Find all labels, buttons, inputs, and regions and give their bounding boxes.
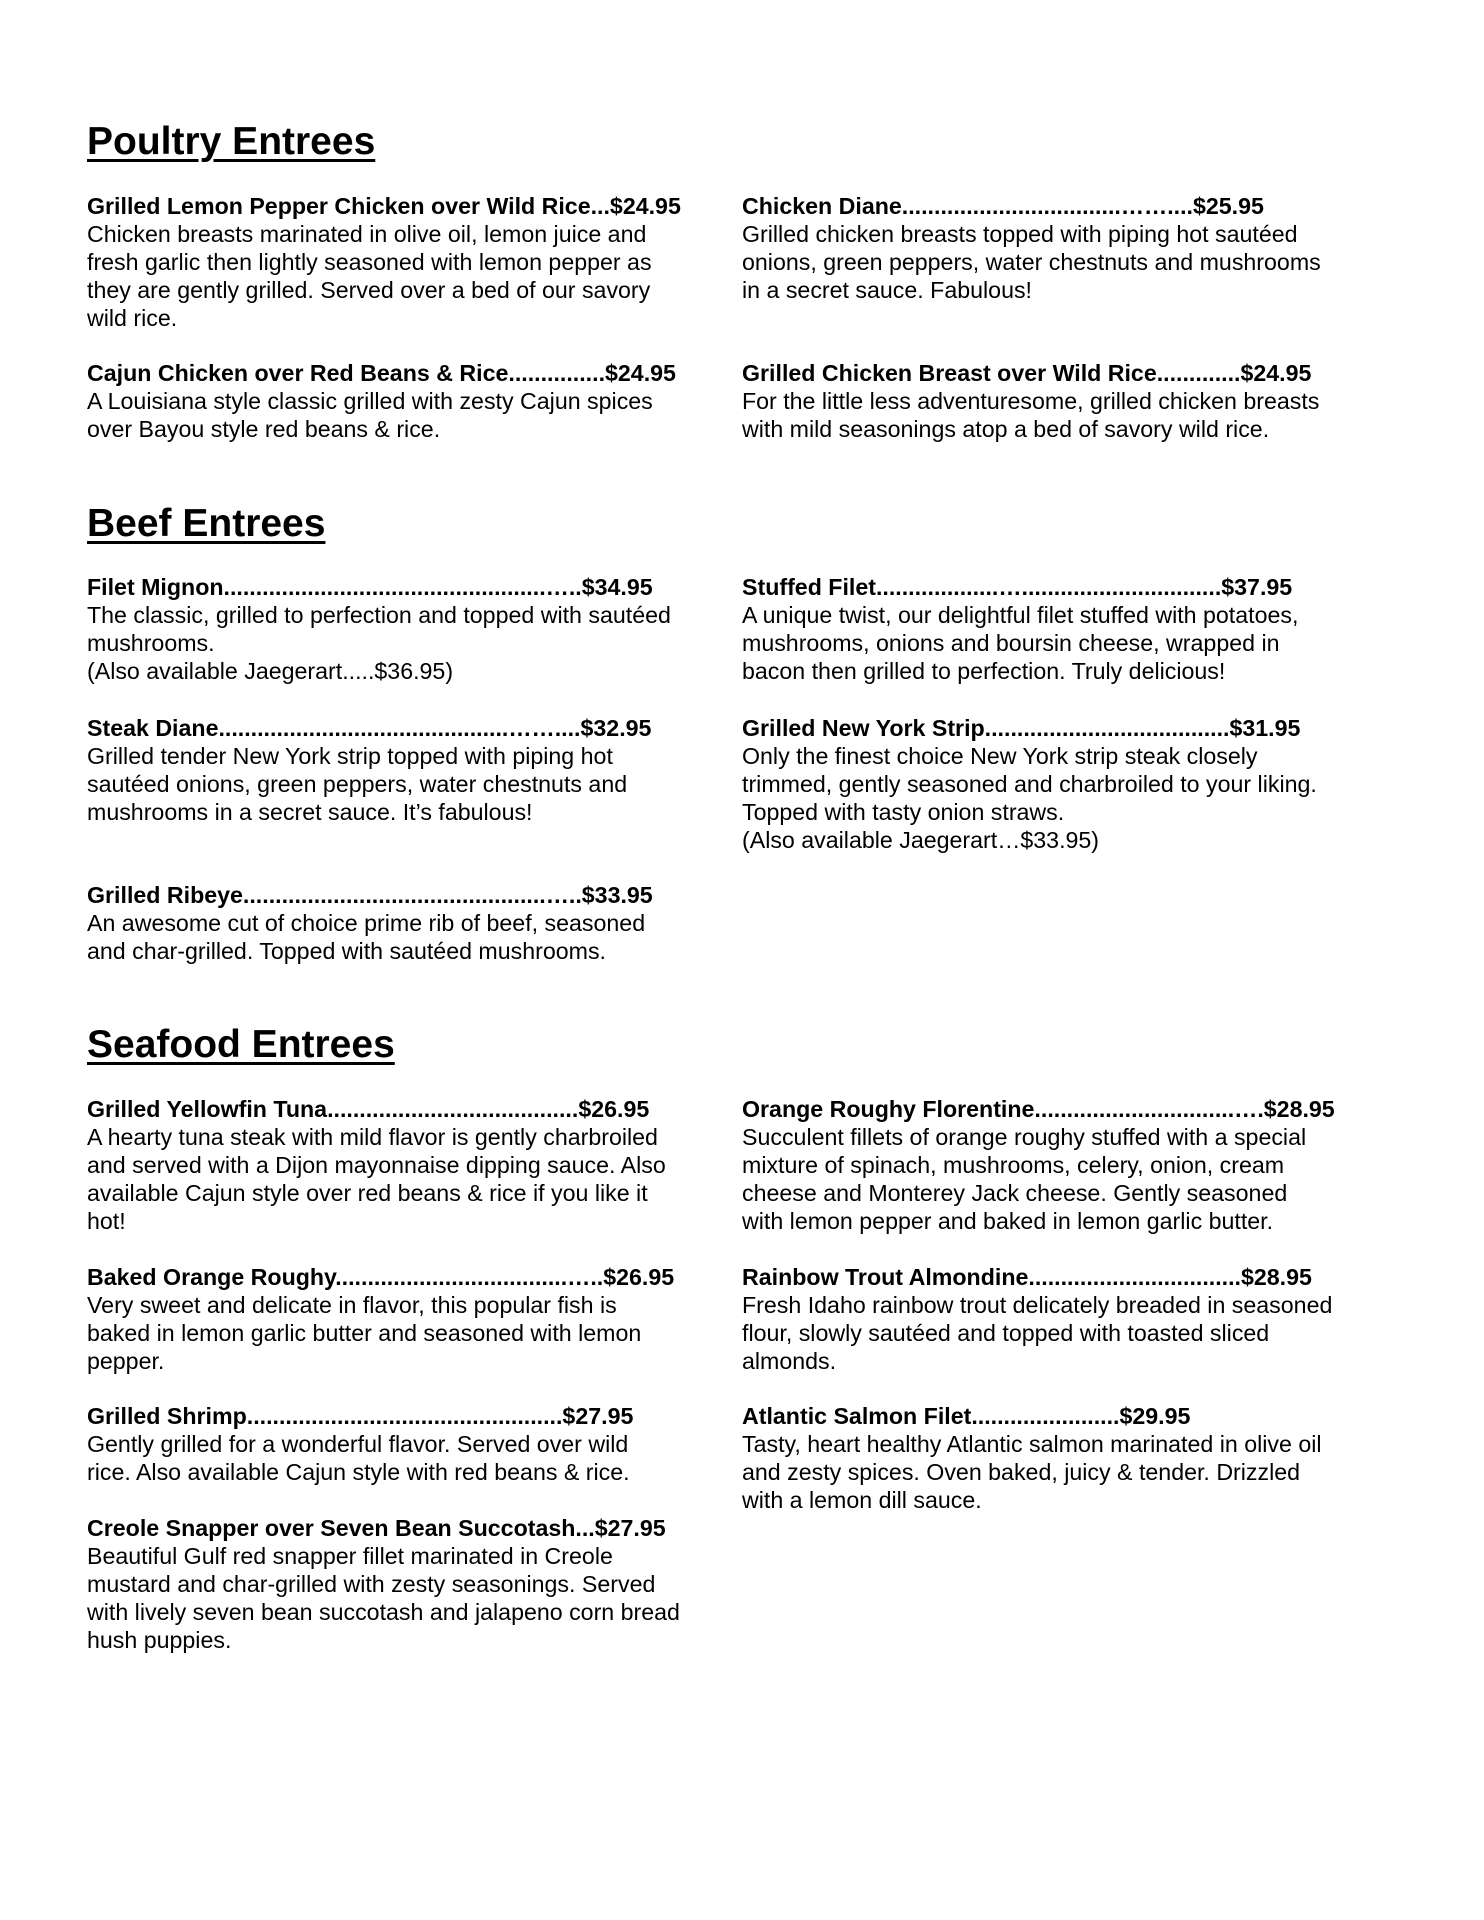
item-desc-line: Succulent fillets of orange roughy stuffed with a special	[742, 1124, 1307, 1150]
item-title: Creole Snapper over Seven Bean Succotash...$27.95	[87, 1515, 666, 1541]
item-desc-line: flour, slowly sautéed and topped with toasted sliced	[742, 1320, 1270, 1346]
item-desc-line: Gently grilled for a wonderful flavor. Served over wild	[87, 1431, 629, 1457]
item-desc-line: over Bayou style red beans & rice.	[87, 416, 441, 442]
menu-item	[87, 1095, 727, 1235]
item-title: Grilled Shrimp.................................................$27.95	[87, 1403, 634, 1429]
menu-item	[87, 1263, 727, 1375]
item-desc-line: trimmed, gently seasoned and charbroiled to your liking.	[742, 771, 1317, 797]
item-desc-line: (Also available Jaegerart…$33.95)	[742, 827, 1100, 853]
item-desc-line: (Also available Jaegerart.....$36.95)	[87, 658, 454, 684]
item-desc-line: mixture of spinach, mushrooms, celery, onion, cream	[742, 1152, 1285, 1178]
item-desc-line: almonds.	[742, 1348, 837, 1374]
item-title: Baked Orange Roughy....................................…..$26.95	[87, 1264, 675, 1290]
item-title: Grilled Ribeye...............................................…..$33.95	[87, 882, 653, 908]
item-desc-line: A hearty tuna steak with mild flavor is gently charbroiled	[87, 1124, 658, 1150]
item-desc-line: mustard and char-grilled with zesty seasonings. Served	[87, 1571, 656, 1597]
item-desc-line: mushrooms, onions and boursin cheese, wrapped in	[742, 630, 1280, 656]
menu-item	[87, 573, 727, 685]
item-title: Orange Roughy Florentine...............................….$28.95	[742, 1096, 1335, 1122]
menu-item	[87, 359, 727, 443]
item-desc-line: sautéed onions, green peppers, water chestnuts and	[87, 771, 628, 797]
item-title: Cajun Chicken over Red Beans & Rice...............$24.95	[87, 360, 676, 386]
beef-heading: Beef Entrees	[87, 502, 326, 545]
poultry-heading: Poultry Entrees	[87, 120, 376, 163]
item-title: Grilled Chicken Breast over Wild Rice.............$24.95	[742, 360, 1312, 386]
item-desc-line: bacon then grilled to perfection. Truly delicious!	[742, 658, 1226, 684]
item-desc-line: in a secret sauce. Fabulous!	[742, 277, 1033, 303]
item-desc-line: Beautiful Gulf red snapper fillet marinated in Creole	[87, 1543, 613, 1569]
menu-item	[742, 714, 1382, 854]
item-desc-line: hot!	[87, 1208, 126, 1234]
item-desc-line: Topped with tasty onion straws.	[742, 799, 1065, 825]
menu-item	[742, 1263, 1382, 1375]
menu-item	[87, 1402, 727, 1486]
item-desc-line: wild rice.	[87, 305, 178, 331]
item-desc-line: rice. Also available Cajun style with red beans & rice.	[87, 1459, 630, 1485]
item-desc-line: cheese and Monterey Jack cheese. Gently seasoned	[742, 1180, 1288, 1206]
item-title: Steak Diane.............................................……....$32.95	[87, 715, 652, 741]
menu-item	[87, 1514, 727, 1654]
item-desc-line: Very sweet and delicate in flavor, this popular fish is	[87, 1292, 617, 1318]
item-title: Chicken Diane..................................……....$25.95	[742, 193, 1264, 219]
item-title: Filet Mignon..................................................…..$34.95	[87, 574, 653, 600]
item-desc-line: Only the finest choice New York strip steak closely	[742, 743, 1258, 769]
menu-item	[742, 192, 1382, 304]
item-desc-line: fresh garlic then lightly seasoned with lemon pepper as	[87, 249, 652, 275]
item-desc-line: onions, green peppers, water chestnuts and mushrooms	[742, 249, 1321, 275]
item-title: Grilled New York Strip......................................$31.95	[742, 715, 1301, 741]
item-title: Atlantic Salmon Filet.......................$29.95	[742, 1403, 1191, 1429]
item-desc-line: Tasty, heart healthy Atlantic salmon marinated in olive oil	[742, 1431, 1322, 1457]
item-desc-line: with mild seasonings atop a bed of savory wild rice.	[742, 416, 1270, 442]
seafood-heading: Seafood Entrees	[87, 1023, 395, 1066]
menu-item	[742, 1402, 1382, 1514]
menu-item	[87, 714, 727, 826]
menu-item	[87, 881, 727, 965]
menu-item	[87, 192, 727, 332]
item-desc-line: An awesome cut of choice prime rib of beef, seasoned	[87, 910, 646, 936]
item-desc-line: Grilled tender New York strip topped with piping hot	[87, 743, 613, 769]
item-desc-line: A unique twist, our delightful filet stuffed with potatoes,	[742, 602, 1299, 628]
menu-item	[742, 359, 1382, 443]
item-desc-line: mushrooms in a secret sauce. It’s fabulous!	[87, 799, 533, 825]
item-desc-line: Grilled chicken breasts topped with piping hot sautéed	[742, 221, 1298, 247]
item-desc-line: Chicken breasts marinated in olive oil, lemon juice and	[87, 221, 647, 247]
item-desc-line: baked in lemon garlic butter and seasoned with lemon	[87, 1320, 642, 1346]
item-desc-line: they are gently grilled. Served over a bed of our savory	[87, 277, 651, 303]
item-desc-line: pepper.	[87, 1348, 165, 1374]
menu-item	[742, 1095, 1382, 1235]
item-title: Grilled Lemon Pepper Chicken over Wild Rice...$24.95	[87, 193, 681, 219]
item-desc-line: with lively seven bean succotash and jalapeno corn bread	[87, 1599, 680, 1625]
item-desc-line: and served with a Dijon mayonnaise dipping sauce. Also	[87, 1152, 666, 1178]
item-desc-line: with a lemon dill sauce.	[742, 1487, 982, 1513]
item-title: Rainbow Trout Almondine.................................$28.95	[742, 1264, 1312, 1290]
item-desc-line: A Louisiana style classic grilled with zesty Cajun spices	[87, 388, 653, 414]
item-title: Stuffed Filet...................…...............................$37.95	[742, 574, 1293, 600]
item-desc-line: hush puppies.	[87, 1627, 232, 1653]
item-desc-line: mushrooms.	[87, 630, 215, 656]
item-desc-line: and zesty spices. Oven baked, juicy & tender. Drizzled	[742, 1459, 1301, 1485]
item-desc-line: available Cajun style over red beans & rice if you like it	[87, 1180, 648, 1206]
item-desc-line: and char-grilled. Topped with sautéed mushrooms.	[87, 938, 606, 964]
item-desc-line: Fresh Idaho rainbow trout delicately breaded in seasoned	[742, 1292, 1333, 1318]
item-desc-line: with lemon pepper and baked in lemon garlic butter.	[742, 1208, 1274, 1234]
item-desc-line: The classic, grilled to perfection and topped with sautéed	[87, 602, 671, 628]
item-desc-line: For the little less adventuresome, grilled chicken breasts	[742, 388, 1320, 414]
item-title: Grilled Yellowfin Tuna.......................................$26.95	[87, 1096, 650, 1122]
menu-item	[742, 573, 1382, 685]
